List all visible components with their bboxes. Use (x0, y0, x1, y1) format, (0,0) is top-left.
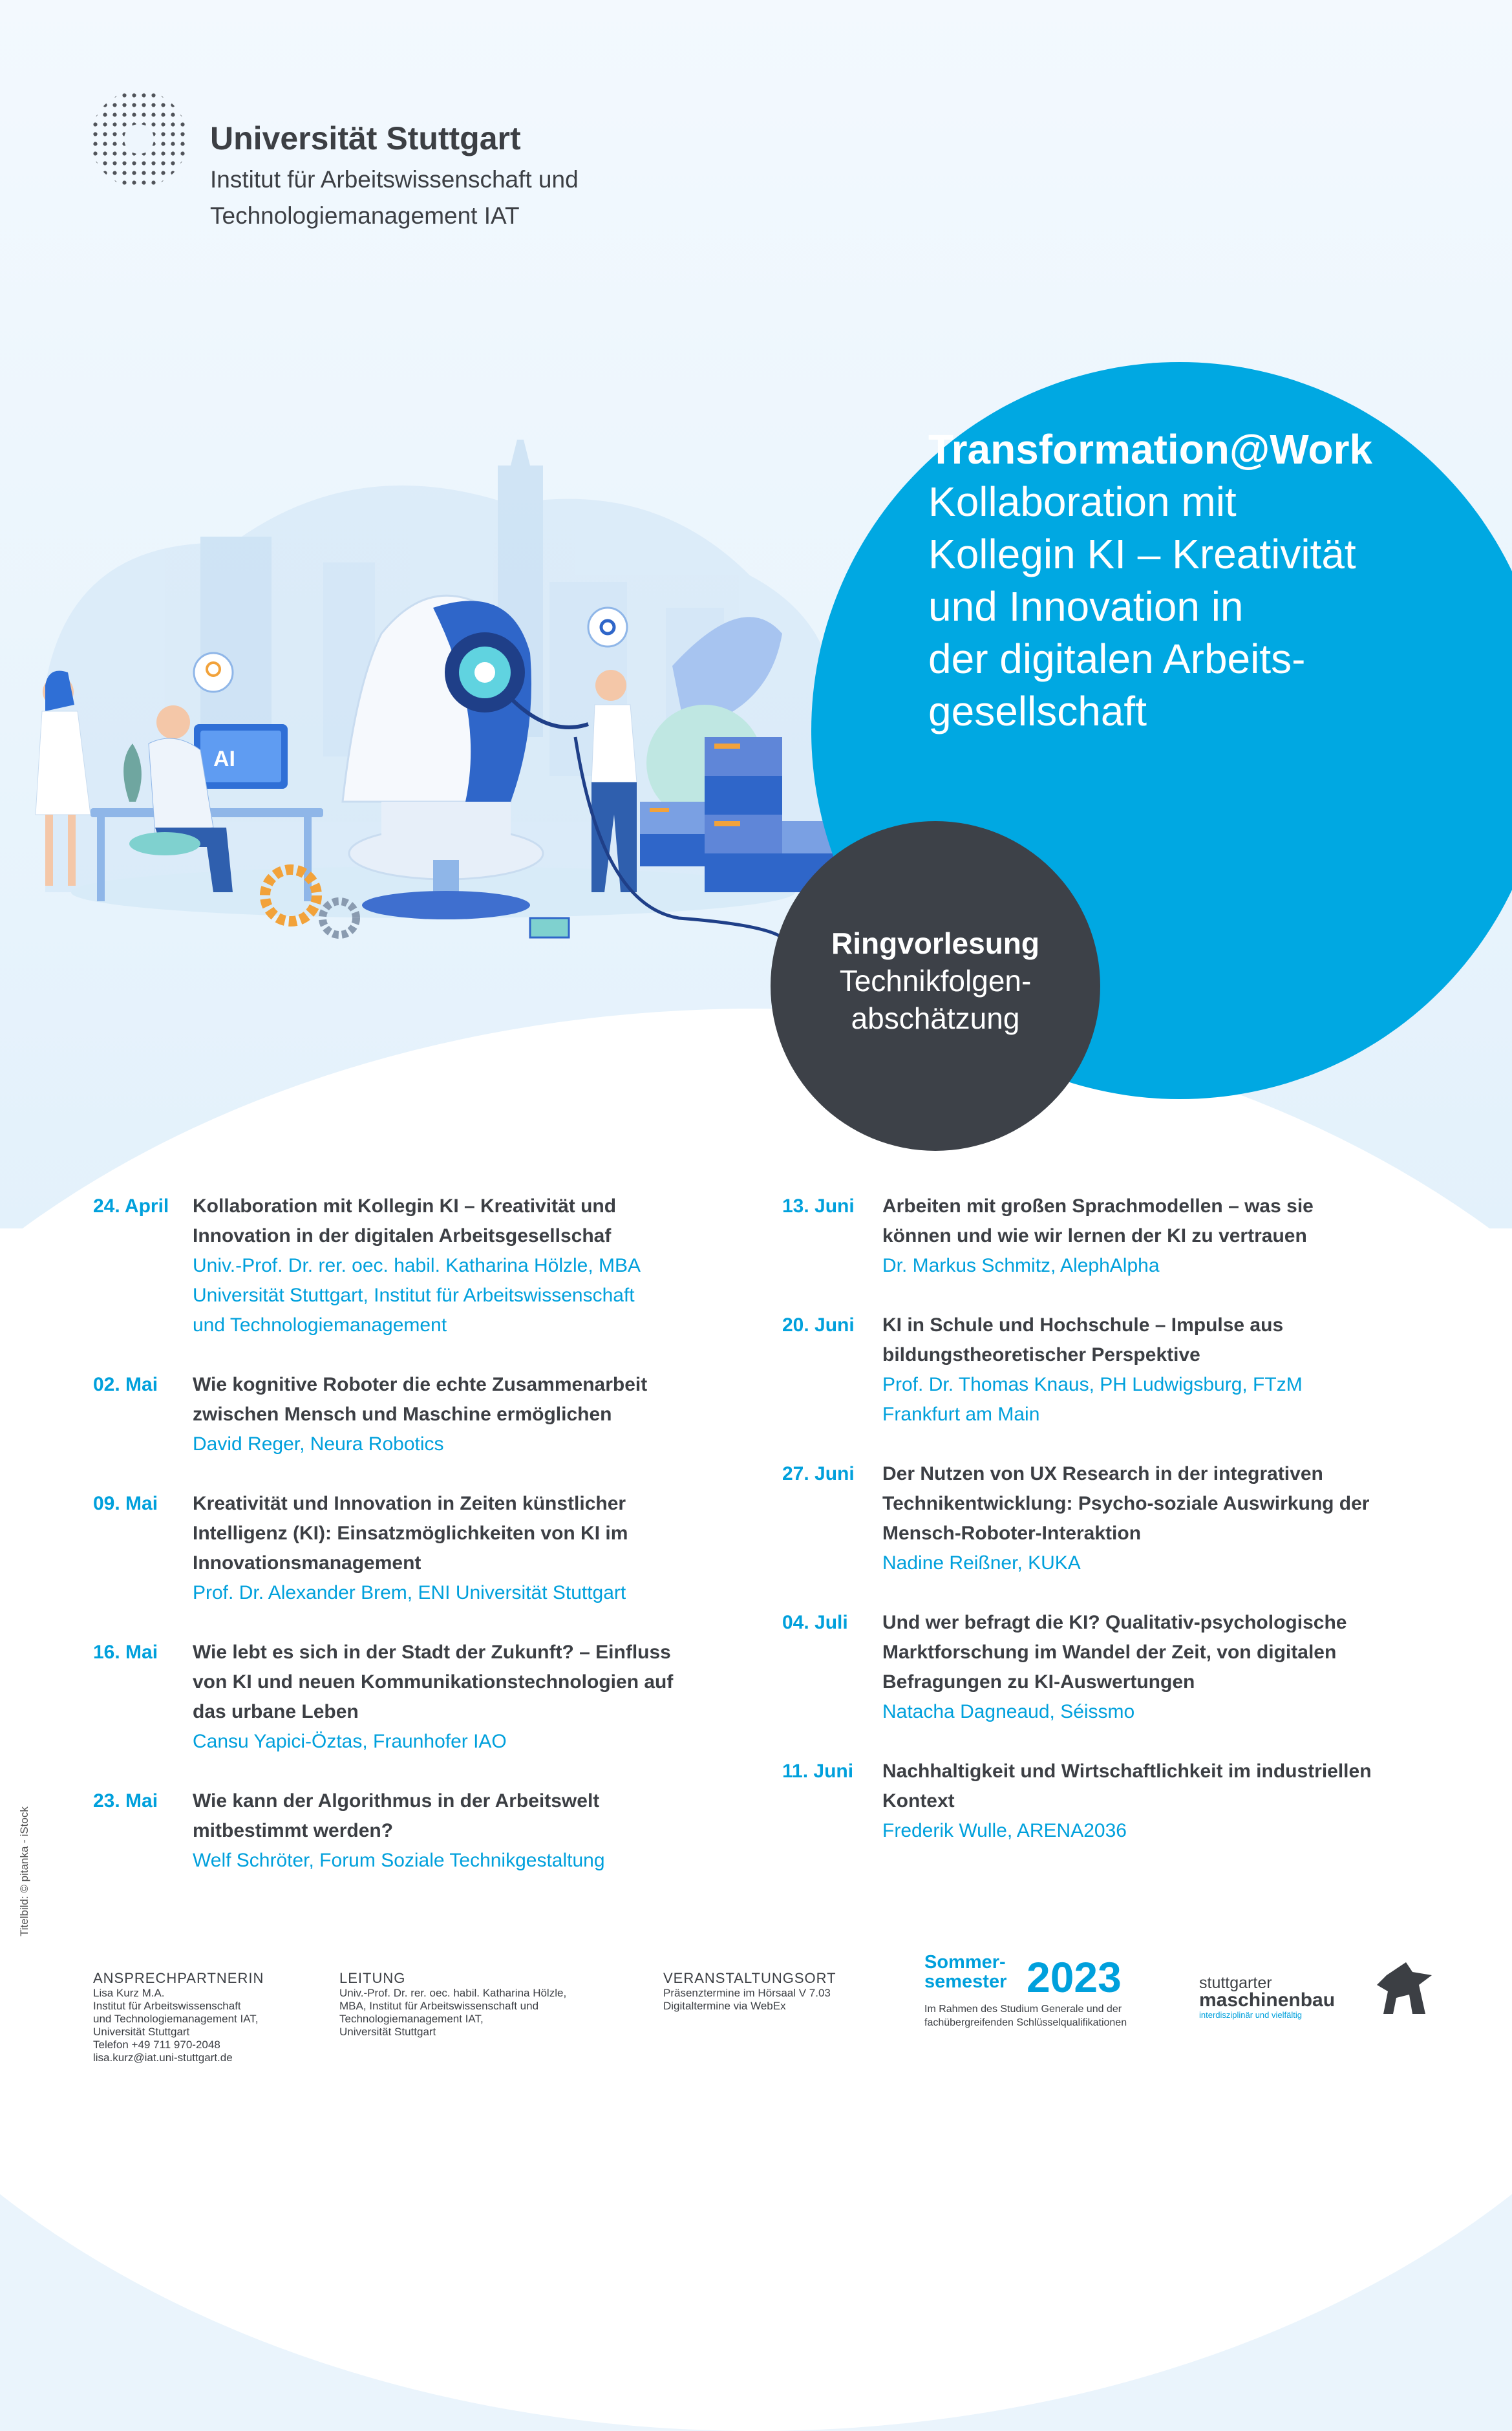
horse-logo-icon (1374, 1956, 1438, 2020)
footer-line: lisa.kurz@iat.uni-stuttgart.de (93, 2051, 233, 2064)
schedule-entry (93, 1192, 740, 1340)
footer-line: Univ.-Prof. Dr. rer. oec. habil. Katharina Hölzle, (339, 1987, 567, 1999)
entry-topic-line: Marktforschung im Wandel der Zeit, von digitalen (882, 1642, 1337, 1663)
hero-title (928, 423, 1497, 738)
chip-icon (530, 918, 569, 937)
entry-speaker-line: Prof. Dr. Alexander Brem, ENI Universität Stuttgart (193, 1582, 626, 1603)
footer-contact (93, 1970, 264, 2064)
entry-speaker-line: Dr. Markus Schmitz, AlephAlpha (882, 1255, 1160, 1276)
footer-line: Präsenztermine im Hörsaal V 7.03 (663, 1987, 831, 1999)
hero-title-line: und Innovation in (928, 583, 1244, 630)
footer-line: Lisa Kurz M.A. (93, 1987, 165, 1999)
ai-screen-label: AI (213, 747, 235, 771)
entry-topic-line: Innovationsmanagement (193, 1552, 421, 1574)
entry-date: 02. Mai (93, 1374, 158, 1395)
hero-title-line: Kollegin KI – Kreativität (928, 531, 1356, 577)
schedule-entry (782, 1192, 1429, 1281)
entry-topic-line: Kontext (882, 1790, 955, 1812)
entry-body (193, 1192, 740, 1340)
entry-body (882, 1757, 1429, 1846)
lightbulb-icon (194, 653, 233, 692)
entry-topic-line: Wie kognitive Roboter die echte Zusammenarbeit (193, 1374, 648, 1395)
footer-line: Technologiemanagement IAT, (339, 2013, 484, 2025)
entry-speaker-line: Univ.-Prof. Dr. rer. oec. habil. Katharina Hölzle, MBA (193, 1255, 641, 1276)
entry-topic-line: bildungstheoretischer Perspektive (882, 1344, 1200, 1365)
entry-speaker-line: Frankfurt am Main (882, 1404, 1040, 1425)
badge-line: Technikfolgen- (839, 964, 1032, 998)
hero-title-bold: Transformation@Work (928, 426, 1373, 473)
schedule-left (93, 1192, 740, 1905)
entry-body (882, 1192, 1429, 1281)
entry-date: 23. Mai (93, 1790, 158, 1812)
hero-title-line: Kollaboration mit (928, 478, 1237, 525)
entry-date: 11. Juni (782, 1761, 854, 1782)
entry-topic-line: KI in Schule und Hochschule – Impulse aus (882, 1314, 1284, 1336)
semester-words (924, 1953, 1028, 1991)
entry-speaker-line: Nadine Reißner, KUKA (882, 1552, 1081, 1574)
institute-line: Institut für Arbeitswissenschaft und (210, 166, 579, 193)
entry-body (193, 1489, 740, 1608)
schedule-entry (93, 1370, 740, 1459)
entry-body (193, 1370, 740, 1459)
entry-date: 16. Mai (93, 1642, 158, 1663)
entry-topic-line: Intelligenz (KI): Einsatzmöglichkeiten von KI im (193, 1523, 628, 1544)
entry-topic-line: zwischen Mensch und Maschine ermöglichen (193, 1404, 612, 1425)
footer-lead (339, 1970, 566, 2039)
entry-topic-line: Arbeiten mit großen Sprachmodellen – was sie (882, 1195, 1314, 1217)
entry-body (193, 1638, 740, 1757)
entry-date: 27. Juni (782, 1463, 855, 1484)
schedule-entry (782, 1608, 1429, 1727)
maschinenbau-logo (1199, 1975, 1335, 2020)
entry-body (882, 1311, 1429, 1430)
hero-title-line: gesellschaft (928, 688, 1147, 734)
entry-speaker-line: Cansu Yapici-Öztas, Fraunhofer IAO (193, 1731, 507, 1752)
semester-word: Sommer- (924, 1952, 1006, 1973)
schedule-entry (93, 1489, 740, 1608)
entry-topic-line: Kreativität und Innovation in Zeiten künstlicher (193, 1493, 626, 1514)
entry-speaker-line: Prof. Dr. Thomas Knaus, PH Ludwigsburg, FTzM (882, 1374, 1303, 1395)
entry-date: 13. Juni (782, 1195, 855, 1217)
institute-line: Technologiemanagement IAT (210, 202, 520, 229)
entry-body (882, 1608, 1429, 1727)
entry-date: 20. Juni (782, 1314, 855, 1336)
university-name: Universität Stuttgart (210, 120, 521, 156)
semester-note-line: Im Rahmen des Studium Generale und der (924, 2004, 1122, 2015)
entry-topic-line: mitbestimmt werden? (193, 1820, 394, 1841)
entry-topic-line: von KI und neuen Kommunikationstechnologien auf (193, 1671, 674, 1693)
semester-year: 2023 (1027, 1953, 1122, 2001)
entry-date: 24. April (93, 1195, 169, 1217)
university-logo-icon (91, 91, 187, 187)
entry-speaker-line: Universität Stuttgart, Institut für Arbeitswissenschaft (193, 1285, 635, 1306)
image-credit: Titelbild: © pitanka - iStock (18, 1806, 30, 1936)
footer-venue (663, 1970, 836, 2013)
entry-body (193, 1786, 740, 1876)
schedule-entry (782, 1757, 1429, 1846)
footer-heading: ANSPRECHPARTNERIN (93, 1970, 264, 1986)
entry-topic-line: Der Nutzen von UX Research in der integrativen (882, 1463, 1323, 1484)
entry-topic-line: Befragungen zu KI-Auswertungen (882, 1671, 1195, 1693)
badge-text (771, 925, 1100, 1037)
entry-date: 09. Mai (93, 1493, 158, 1514)
entry-speaker-line: David Reger, Neura Robotics (193, 1433, 444, 1455)
badge-line: abschätzung (851, 1001, 1020, 1035)
footer-line: Digitaltermine via WebEx (663, 2000, 786, 2012)
entry-speaker-line: Frederik Wulle, ARENA2036 (882, 1820, 1127, 1841)
semester-word: semester (924, 1971, 1007, 1992)
entry-topic-line: Wie kann der Algorithmus in der Arbeitswelt (193, 1790, 600, 1812)
footer-line: und Technologiemanagement IAT, (93, 2013, 259, 2025)
entry-topic-line: das urbane Leben (193, 1701, 359, 1722)
institute-name (210, 162, 579, 234)
hero-illustration (19, 440, 886, 957)
schedule-entry (782, 1459, 1429, 1578)
footer-line: MBA, Institut für Arbeitswissenschaft und (339, 2000, 539, 2012)
hero-title-line: der digitalen Arbeits- (928, 636, 1306, 682)
brand-line: maschinenbau (1199, 1989, 1336, 2011)
schedule-entry (782, 1311, 1429, 1430)
entry-speaker-line: und Technologiemanagement (193, 1314, 447, 1336)
entry-topic-line: Nachhaltigkeit und Wirtschaftlichkeit im industriellen (882, 1761, 1372, 1782)
entry-speaker-line: Welf Schröter, Forum Soziale Technikgestaltung (193, 1850, 605, 1871)
badge-bold: Ringvorlesung (831, 926, 1040, 960)
entry-body (882, 1459, 1429, 1578)
footer-line: Institut für Arbeitswissenschaft (93, 2000, 241, 2012)
entry-topic-line: Und wer befragt die KI? Qualitativ-psychologische (882, 1612, 1347, 1633)
entry-topic-line: Innovation in der digitalen Arbeitsgesellschaf (193, 1225, 612, 1247)
footer-line: Universität Stuttgart (339, 2026, 436, 2038)
entry-date: 04. Juli (782, 1612, 848, 1633)
schedule-entry (93, 1638, 740, 1757)
entry-topic-line: Technikentwicklung: Psycho-soziale Auswirkung der (882, 1493, 1370, 1514)
brand-line: stuttgarter (1199, 1974, 1272, 1992)
semester-note-line: fachübergreifenden Schlüsselqualifikationen (924, 2017, 1127, 2028)
schedule-right (782, 1192, 1429, 1876)
entry-topic-line: können und wie wir lernen der KI zu vertrauen (882, 1225, 1307, 1247)
entry-topic-line: Wie lebt es sich in der Stadt der Zukunft? – Einfluss (193, 1642, 671, 1663)
entry-topic-line: Kollaboration mit Kollegin KI – Kreativität und (193, 1195, 617, 1217)
footer-line: Telefon +49 711 970-2048 (93, 2039, 220, 2051)
brand-tagline: interdisziplinär und vielfältig (1199, 2010, 1302, 2020)
entry-topic-line: Mensch-Roboter-Interaktion (882, 1523, 1142, 1544)
footer-heading: LEITUNG (339, 1970, 406, 1986)
semester-note (924, 2002, 1196, 2029)
entry-speaker-line: Natacha Dagneaud, Séissmo (882, 1701, 1135, 1722)
footer-line: Universität Stuttgart (93, 2026, 190, 2038)
footer-heading: VERANSTALTUNGSORT (663, 1970, 836, 1986)
schedule-entry (93, 1786, 740, 1876)
